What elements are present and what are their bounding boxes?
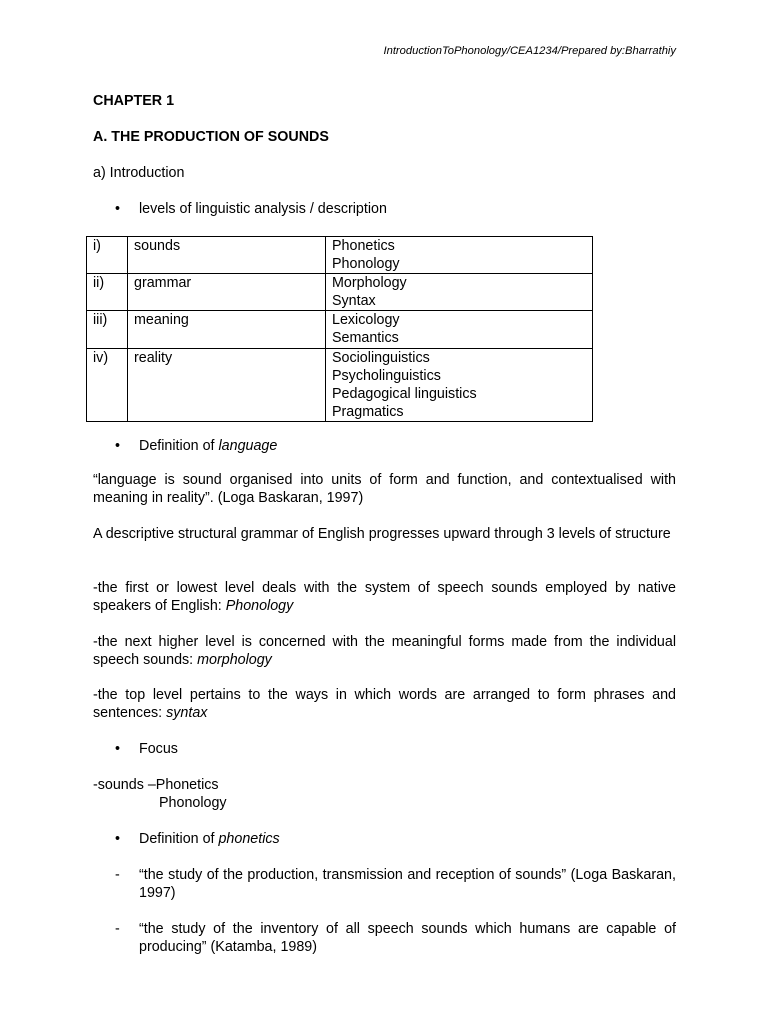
field-name: Phonetics [332, 238, 395, 254]
quote-language: “language is sound organised into units of form and function, and contextualised with meaning in reality”. (Loga Baskaran, 1997) [93, 472, 676, 506]
para-next-level [93, 633, 676, 669]
field-name: Sociolinguistics [332, 349, 430, 366]
row-fields [326, 348, 593, 421]
para-first-term: Phonology [225, 598, 294, 614]
field-name: Morphology [332, 275, 407, 292]
bullet-focus-text: Focus [139, 741, 178, 757]
def-language-prefix: Definition of [139, 438, 219, 454]
bullet-levels [115, 200, 387, 218]
def-language-term: language [218, 438, 278, 454]
def-phonetics-term: phonetics [218, 831, 280, 847]
bullet-def-language [115, 437, 277, 455]
para-top-level [93, 686, 676, 722]
subsection-title: a) Introduction [93, 165, 185, 181]
focus-line-2: Phonology [159, 795, 227, 811]
field-name: Syntax [332, 293, 376, 310]
row-level: meaning [128, 311, 326, 348]
row-fields [326, 311, 593, 348]
para-top-text: -the top level pertains to the ways in which words are arranged to form phrases and sentences: [93, 687, 676, 721]
row-fields [326, 274, 593, 311]
field-name: Pragmatics [332, 403, 404, 420]
bullet-levels-text: levels of linguistic analysis / description [139, 201, 387, 217]
row-level: sounds [128, 237, 326, 274]
table-row [87, 348, 593, 421]
def-phonetics-prefix: Definition of [139, 831, 219, 847]
dash-marker: - [115, 921, 120, 937]
bullet-def-phonetics [115, 830, 280, 848]
bullet-focus [115, 740, 178, 758]
focus-line-1: -sounds –Phonetics [93, 777, 219, 793]
running-header: IntroductionToPhonology/CEA1234/Prepared by:Bharrathiy [383, 45, 676, 57]
levels-table [86, 236, 593, 422]
definition-2-text: “the study of the inventory of all speech sounds which humans are capable of producing” (Katamba, 1989) [139, 921, 676, 955]
field-name: Pedagogical linguistics [332, 385, 477, 402]
para-first-text: -the first or lowest level deals with the system of speech sounds employed by native speakers of English: [93, 580, 676, 614]
para-top-term: syntax [166, 705, 208, 721]
field-name: Phonology [332, 256, 400, 273]
row-number: iii) [87, 311, 128, 348]
field-name: Lexicology [332, 312, 400, 329]
definition-1-text: “the study of the production, transmission and reception of sounds” (Loga Baskaran, 1997) [139, 867, 676, 901]
row-fields [326, 237, 593, 274]
definition-1 [115, 866, 676, 902]
para-first-level [93, 579, 676, 615]
row-level: reality [128, 348, 326, 421]
dash-marker: - [115, 867, 120, 883]
row-number: ii) [87, 274, 128, 311]
table-row [87, 274, 593, 311]
row-number: i) [87, 237, 128, 274]
para-next-text: -the next higher level is concerned with the meaningful forms made from the individual speech sounds: [93, 634, 676, 668]
table-row [87, 237, 593, 274]
field-name: Semantics [332, 330, 399, 347]
section-title: A. THE PRODUCTION OF SOUNDS [93, 129, 329, 145]
row-number: iv) [87, 348, 128, 421]
para-grammar: A descriptive structural grammar of English progresses upward through 3 levels of structure [93, 526, 671, 542]
bullet-icon: • [115, 201, 121, 217]
definition-2 [115, 920, 676, 956]
field-name: Psycholinguistics [332, 367, 441, 384]
bullet-icon: • [115, 831, 121, 847]
table-row [87, 311, 593, 348]
chapter-title: CHAPTER 1 [93, 93, 175, 109]
bullet-icon: • [115, 438, 121, 454]
para-next-term: morphology [197, 652, 272, 668]
row-level: grammar [128, 274, 326, 311]
bullet-icon: • [115, 741, 121, 757]
